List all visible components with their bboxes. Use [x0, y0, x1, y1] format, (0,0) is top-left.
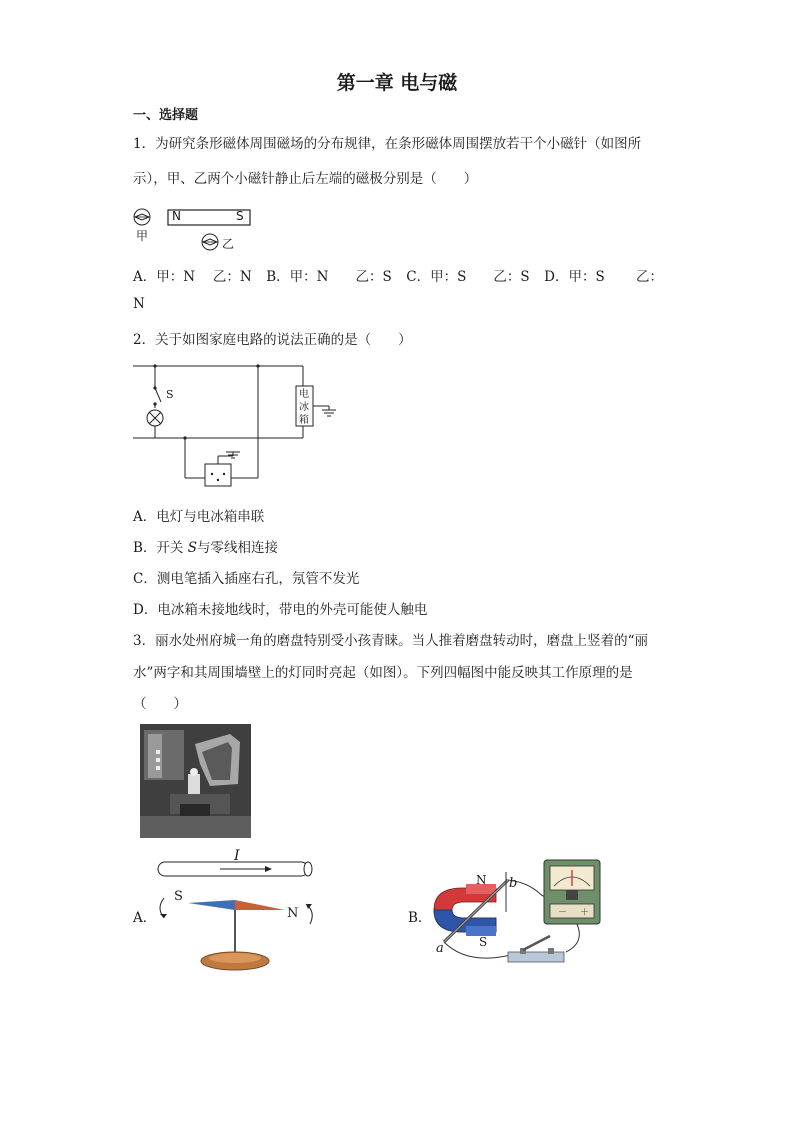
- q3-option-a-label[interactable]: A．: [133, 910, 157, 926]
- q1-option-d-tail: N: [133, 296, 145, 312]
- q3-figure-b: [426, 852, 616, 977]
- figb-n-label: N: [476, 873, 487, 887]
- q3-stem-line3: （ ）: [133, 696, 187, 712]
- label-yi: 乙: [222, 237, 235, 251]
- section-heading: 一、选择题: [133, 108, 199, 123]
- q1-options: [133, 265, 663, 285]
- magnet-s-label: S: [236, 209, 244, 223]
- q2-stem: 2．关于如图家庭电路的说法正确的是（ ）: [133, 332, 412, 348]
- q2-option-a[interactable]: A．电灯与电冰箱串联: [133, 509, 265, 525]
- fridge-char-3: 箱: [299, 415, 309, 426]
- q1-stem-line1: 1．为研究条形磁体周围磁场的分布规律，在条形磁体周围摆放若干个小磁针（如图所: [133, 136, 642, 152]
- figb-b-label: b: [509, 876, 518, 891]
- q2-option-b-italic: S: [187, 540, 197, 556]
- q1-figure: [130, 204, 270, 254]
- q1-option-d[interactable]: D．甲：S 乙：: [544, 269, 663, 285]
- svg-text:－: －: [558, 908, 568, 918]
- svg-text:＋: ＋: [580, 908, 590, 918]
- figa-n-label: N: [287, 906, 299, 921]
- q1-stem-line2: 示），甲、乙两个小磁针静止后左端的磁极分别是（ ）: [133, 171, 478, 187]
- q2-option-b[interactable]: [133, 536, 278, 556]
- q2-option-b-prefix: B．开关: [133, 540, 188, 556]
- q2-circuit-figure: [133, 358, 353, 488]
- fridge-char-2: 冰: [299, 402, 309, 413]
- q1-option-a[interactable]: A．甲：N 乙：N: [133, 269, 252, 285]
- q1-option-c[interactable]: C．甲：S 乙：S: [406, 269, 530, 285]
- label-jia: 甲: [136, 229, 149, 243]
- compass-yi-icon: [202, 234, 218, 250]
- millstone-photo: [140, 724, 251, 838]
- page-title: 第一章 电与磁: [336, 72, 458, 94]
- q3-stem-line1: 3．丽水处州府城一角的磨盘特别受小孩青睐。当人推着磨盘转动时，磨盘上竖着的“丽: [133, 633, 648, 649]
- figb-s-label: S: [479, 935, 488, 949]
- figa-s-label: S: [174, 889, 183, 904]
- q2-option-c[interactable]: C．测电笔插入插座右孔，氖管不发光: [133, 571, 360, 587]
- q1-option-b[interactable]: B．甲：N 乙：S: [266, 269, 392, 285]
- q2-option-b-suffix: 与零线相连接: [196, 540, 278, 556]
- compass-jia-icon: [134, 209, 150, 225]
- figa-current-label: I: [234, 848, 240, 864]
- switch-label: S: [166, 388, 174, 401]
- q2-option-d[interactable]: D．电冰箱未接地线时，带电的外壳可能使人触电: [133, 602, 428, 618]
- fridge-char-1: 电: [299, 389, 309, 400]
- magnet-n-label: N: [172, 209, 181, 223]
- figb-a-label: a: [436, 941, 444, 956]
- q3-option-b-label[interactable]: B．: [408, 910, 432, 926]
- q3-stem-line2: 水”两字和其周围墙壁上的灯同时亮起（如图）。下列四幅图中能反映其工作原理的是: [133, 665, 633, 681]
